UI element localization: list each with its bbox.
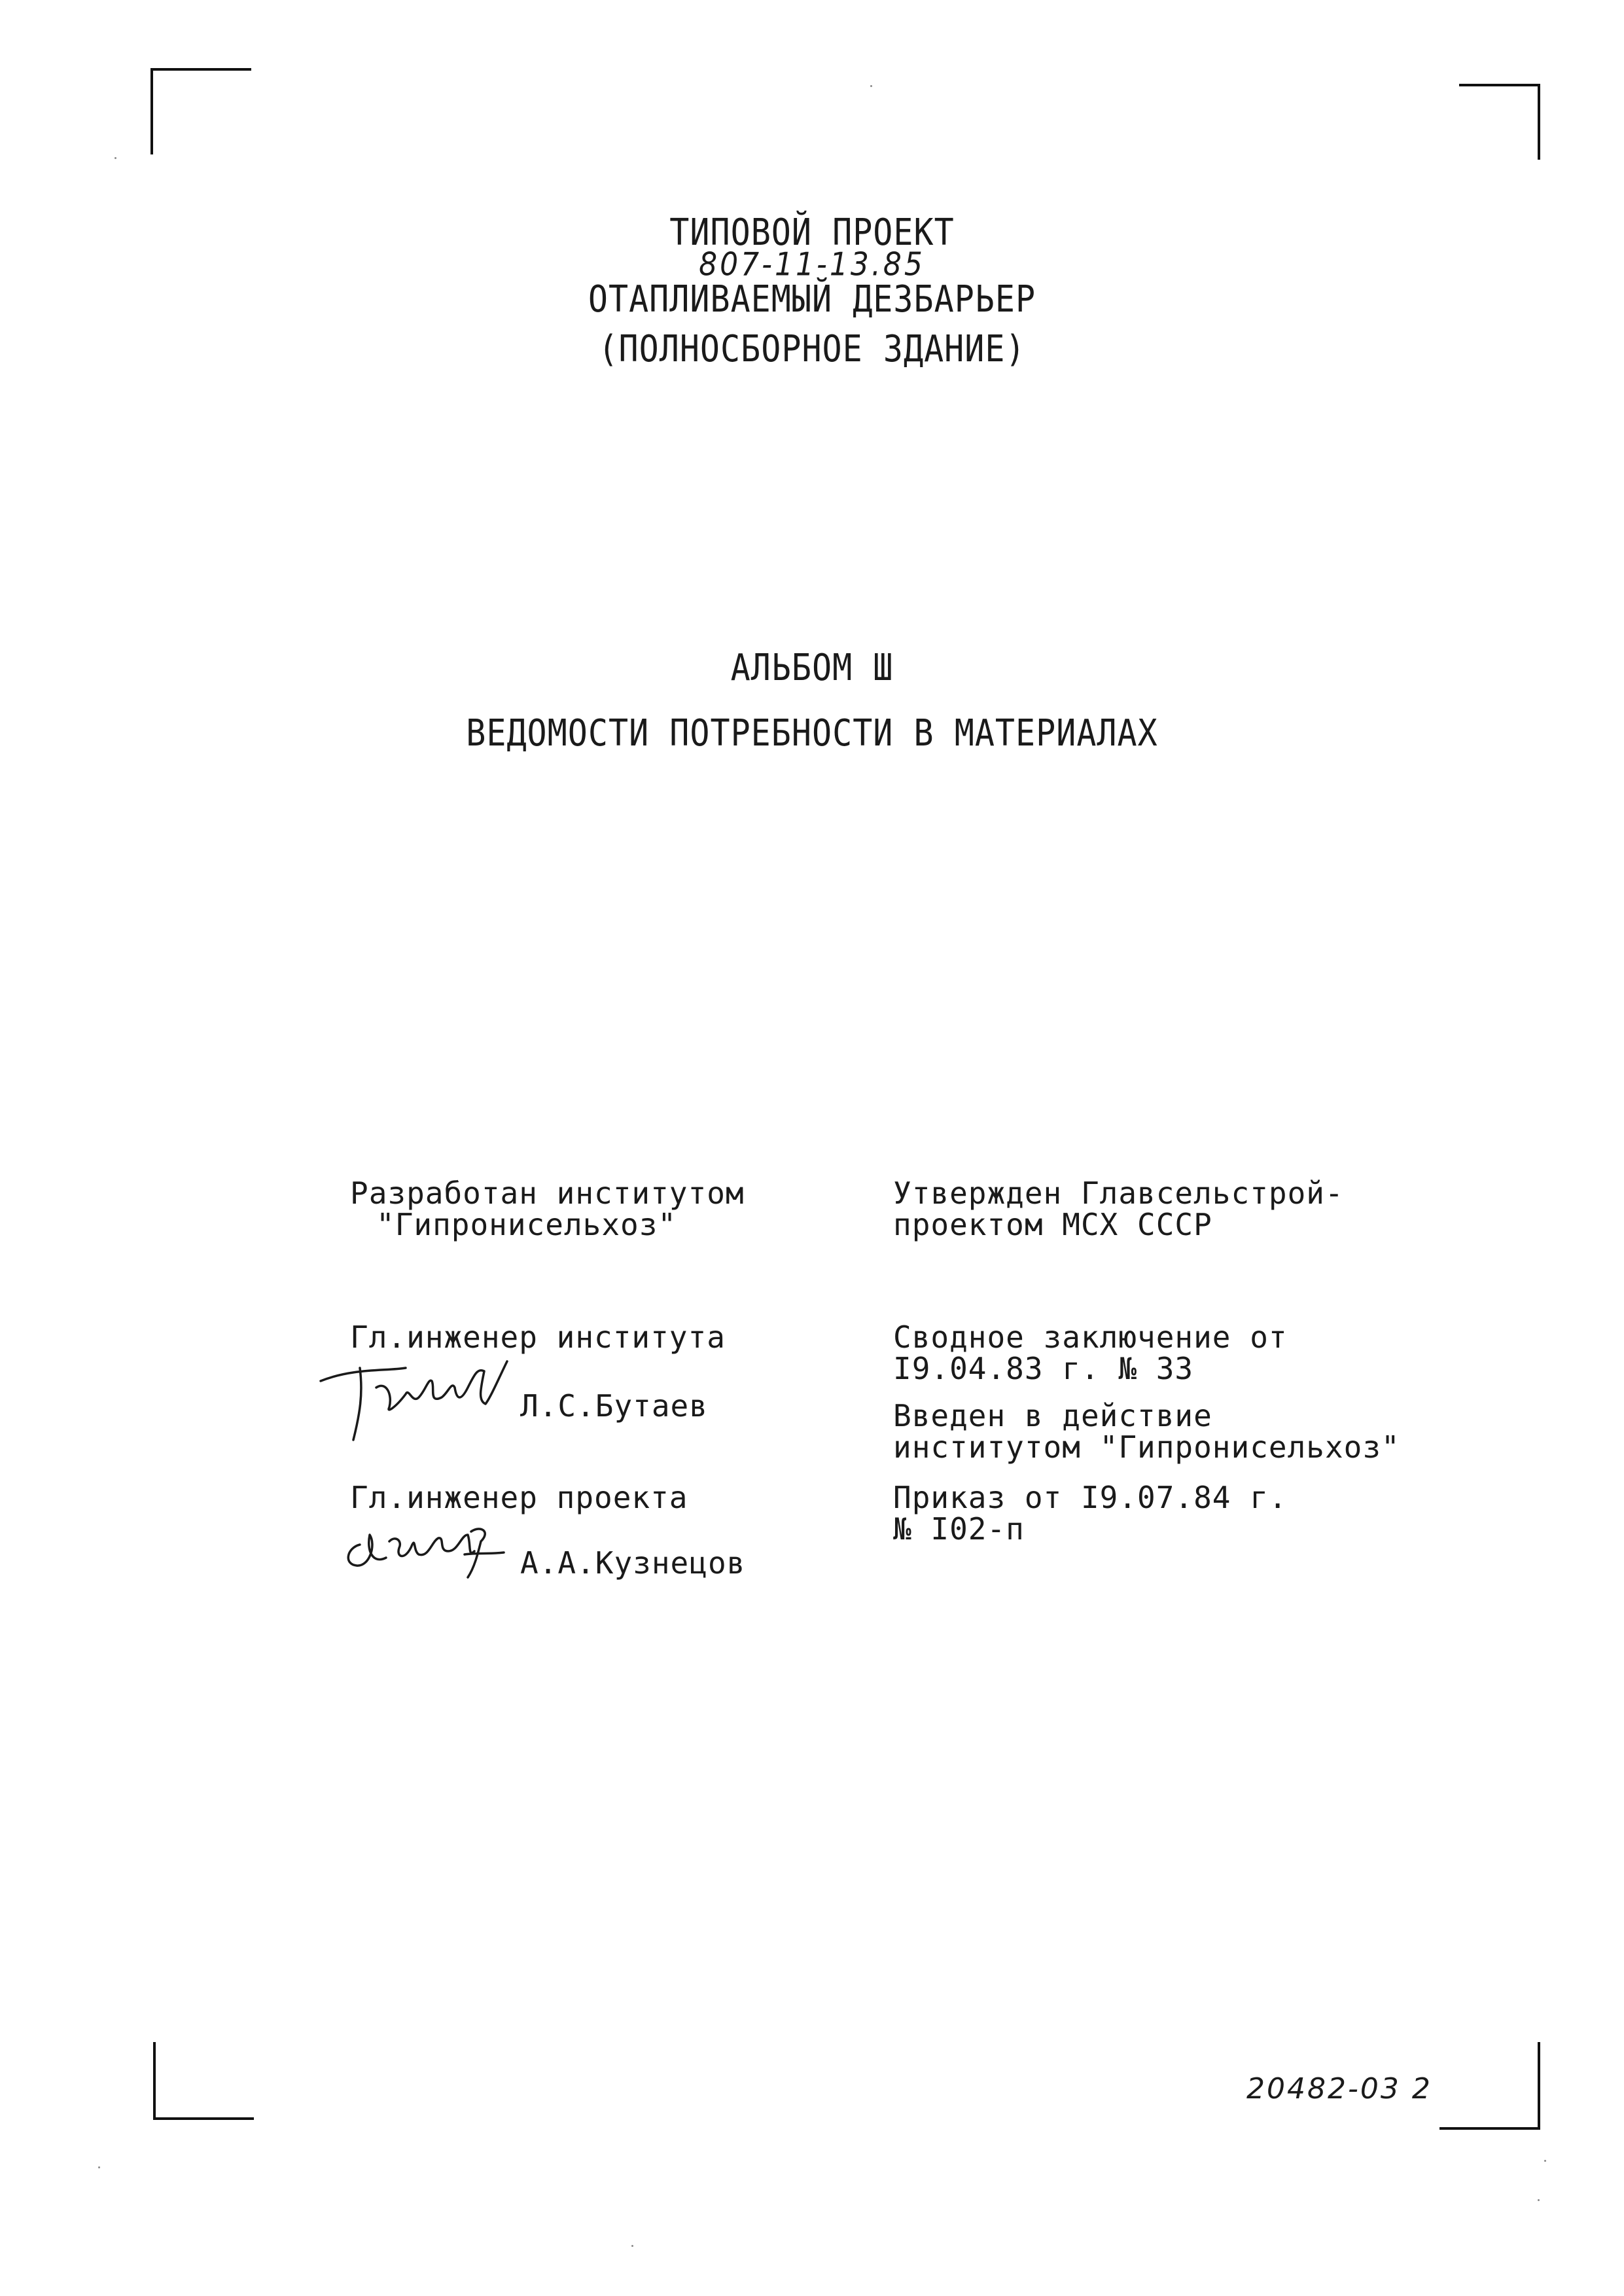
developed-by-line-1: Разработан институтом	[350, 1175, 745, 1211]
approved-line-1: Утвержден Главсельстрой-	[893, 1175, 1344, 1211]
order-line-2: № I02-п	[893, 1511, 1025, 1547]
chief-engineer-project-name: А.А.Кузнецов	[520, 1545, 746, 1581]
header-line-4: (ПОЛНОСБОРНОЕ ЗДАНИЕ)	[598, 327, 1026, 370]
corner-mark-bottom-right	[1439, 2042, 1540, 2130]
scan-speck	[870, 85, 872, 87]
header-line-3: ОТАПЛИВАЕМЫЙ ДЕЗБАРЬЕР	[588, 278, 1036, 321]
scan-speck	[1538, 2199, 1540, 2201]
corner-mark-top-right	[1459, 84, 1540, 160]
header-line-1: ТИПОВОЙ ПРОЕКТ	[669, 211, 955, 254]
scan-speck	[98, 2166, 100, 2168]
signature-butaev	[314, 1342, 510, 1446]
approved-line-2: проектом МСХ СССР	[893, 1207, 1212, 1242]
enacted-line-1: Введен в действие	[893, 1398, 1212, 1433]
corner-mark-bottom-left	[153, 2042, 254, 2120]
scan-speck	[115, 157, 116, 159]
chief-engineer-project-label: Гл.инженер проекта	[350, 1480, 688, 1515]
enacted-line-2: институтом "Гипронисельхоз"	[893, 1429, 1400, 1465]
sheet-number: 20482-03 2	[1246, 2072, 1432, 2106]
chief-engineer-institute-label: Гл.инженер института	[350, 1319, 726, 1355]
corner-mark-top-left	[150, 68, 251, 154]
album-subtitle: ВЕДОМОСТИ ПОТРЕБНОСТИ В МАТЕРИАЛАХ	[466, 711, 1158, 755]
order-line-1: Приказ от I9.07.84 г.	[893, 1480, 1288, 1515]
signature-kuznetsov	[340, 1505, 510, 1584]
chief-engineer-institute-name: Л.С.Бутаев	[520, 1388, 708, 1424]
conclusion-line-2: I9.04.83 г. № 33	[893, 1351, 1194, 1386]
conclusion-line-1: Сводное заключение от	[893, 1319, 1288, 1355]
scan-speck	[1544, 2160, 1546, 2162]
album-title: АЛЬБОМ Ш	[730, 646, 894, 689]
scan-speck	[631, 2245, 633, 2247]
project-code: 807-11-13.85	[699, 245, 925, 283]
developed-by-line-2: "Гипронисельхоз"	[376, 1207, 677, 1242]
